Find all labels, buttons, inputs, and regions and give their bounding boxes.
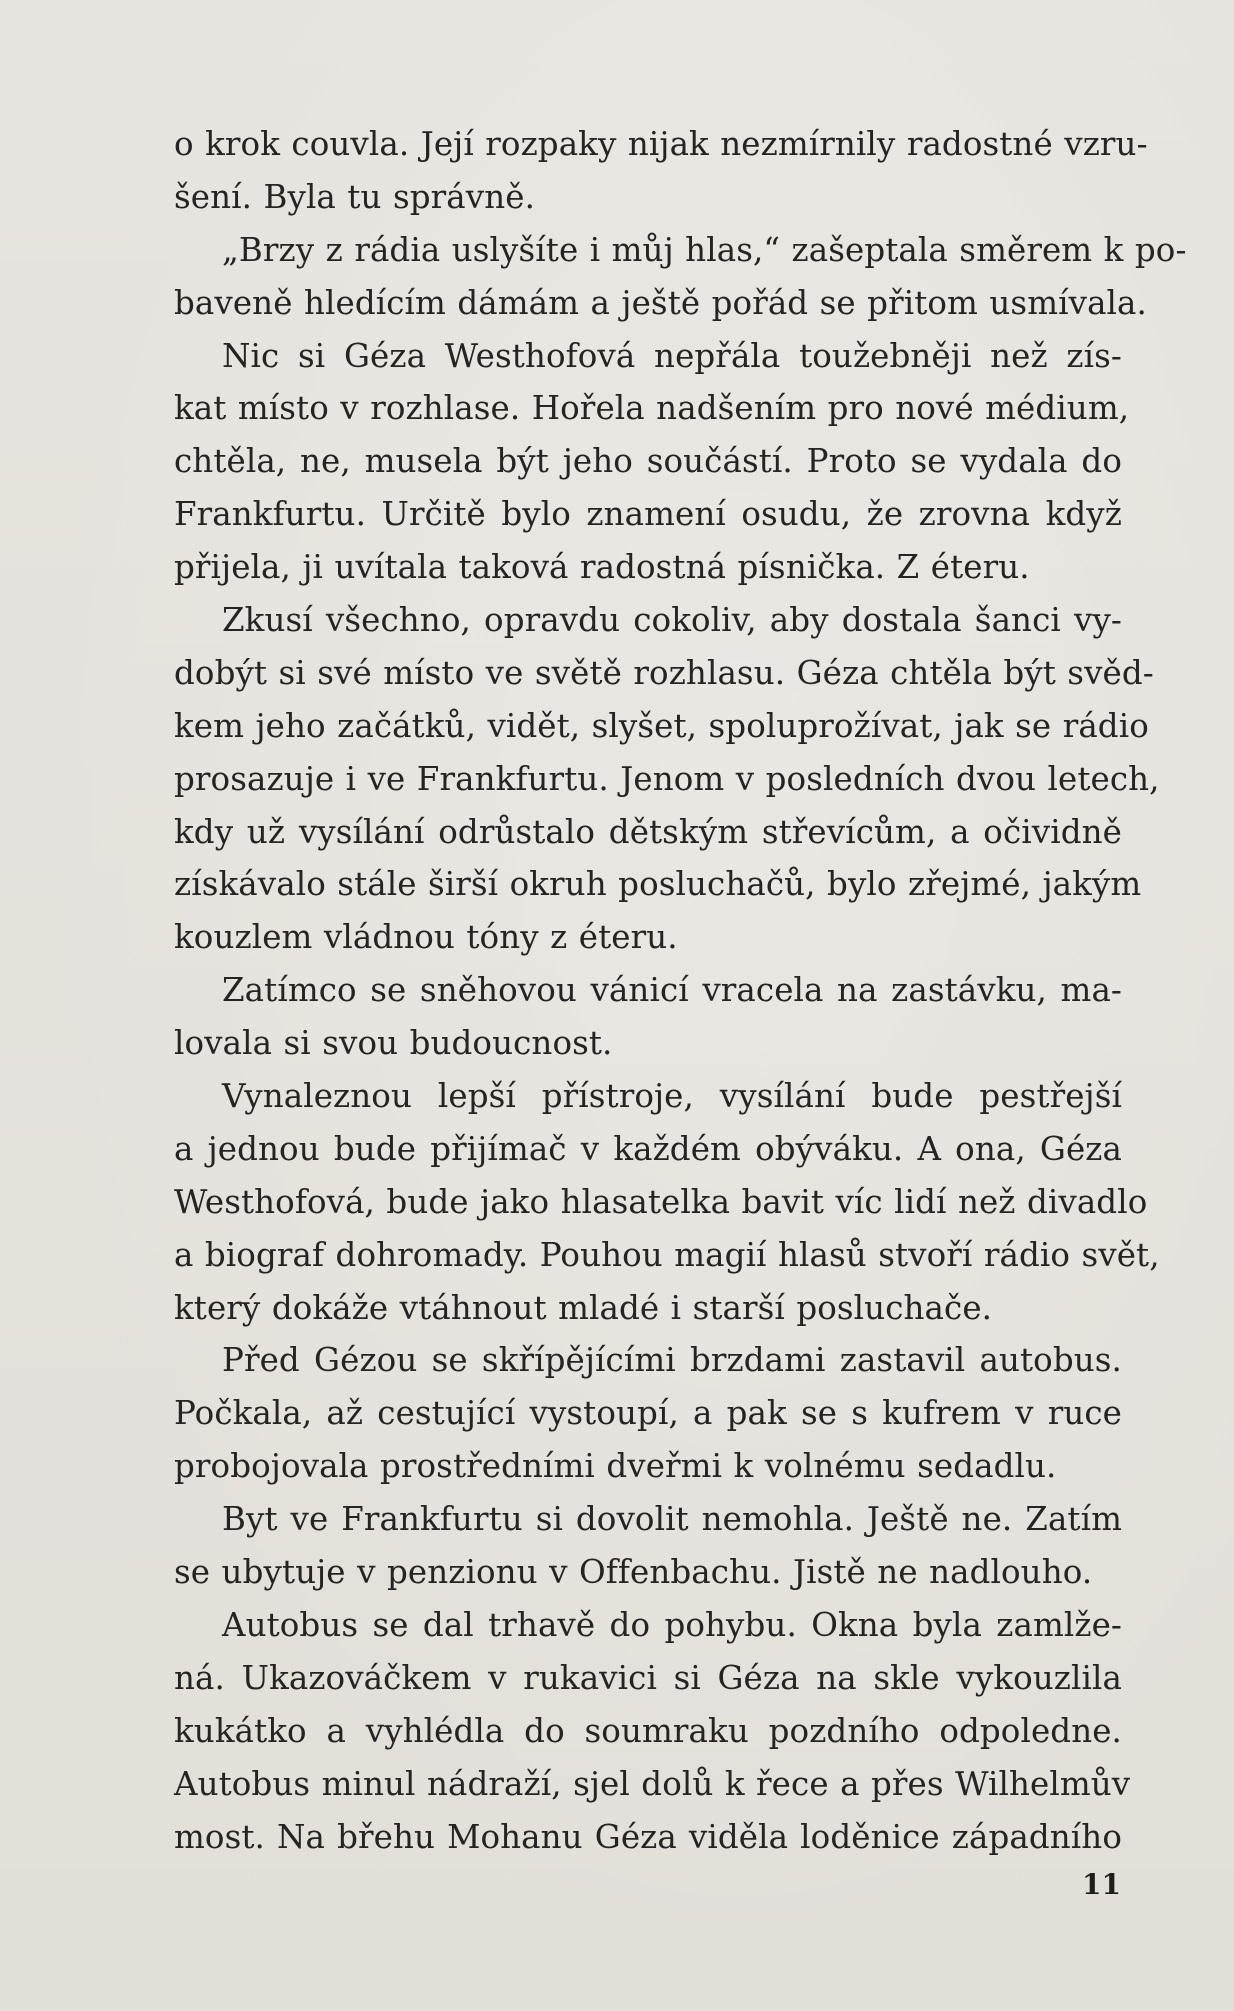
text-line: kouzlem vládnou tóny z éteru. bbox=[174, 918, 678, 957]
text-line: šení. Byla tu správně. bbox=[174, 177, 536, 216]
text-line: ná. Ukazováčkem v rukavici si Géza na skle vykouzlila bbox=[174, 1658, 1122, 1697]
text-line: most. Na břehu Mohanu Géza viděla loděnice západního bbox=[174, 1817, 1122, 1856]
text-line: Frankfurtu. Určitě bylo znamení osudu, že zrovna když bbox=[174, 495, 1122, 534]
text-line: prosazuje i ve Frankfurtu. Jenom v posledních dvou letech, bbox=[174, 759, 1160, 798]
text-line: Před Gézou se skřípějícími brzdami zastavil autobus. bbox=[222, 1341, 1122, 1380]
text-line: „Brzy z rádia uslyšíte i můj hlas,“ zašeptala směrem k po- bbox=[222, 230, 1187, 269]
text-line: Počkala, až cestující vystoupí, a pak se s kufrem v ruce bbox=[174, 1394, 1122, 1433]
text-line: kukátko a vyhlédla do soumraku pozdního odpoledne. bbox=[174, 1711, 1122, 1750]
text-line: o krok couvla. Její rozpaky nijak nezmírnily radostné vzru- bbox=[174, 125, 1148, 163]
text-line: Vynaleznou lepší přístroje, vysílání bude pestřejší bbox=[222, 1077, 1122, 1116]
text-line: dobýt si své místo ve světě rozhlasu. Géza chtěla být svěd- bbox=[174, 653, 1154, 692]
text-line: probojovala prostředními dveřmi k volnému sedadlu. bbox=[174, 1447, 1057, 1486]
text-line: který dokáže vtáhnout mladé i starší posluchače. bbox=[174, 1288, 993, 1327]
text-line: chtěla, ne, musela být jeho součástí. Proto se vydala do bbox=[174, 442, 1122, 481]
text-line: se ubytuje v penzionu v Offenbachu. Jistě ne nadlouho. bbox=[174, 1553, 1093, 1592]
text-line: kat místo v rozhlase. Hořela nadšením pro nové médium, bbox=[174, 389, 1130, 428]
text-line: a biograf dohromady. Pouhou magií hlasů stvoří rádio svět, bbox=[174, 1235, 1160, 1274]
text-line: Westhofová, bude jako hlasatelka bavit víc lidí než divadlo bbox=[174, 1182, 1148, 1221]
text-line: baveně hledícím dámám a ještě pořád se přitom usmívala. bbox=[174, 283, 1147, 322]
text-line: Autobus minul nádraží, sjel dolů k řece a přes Wilhelmův bbox=[174, 1764, 1131, 1803]
text-line: kdy už vysílání odrůstalo dětským střevícům, a očividně bbox=[174, 812, 1122, 851]
text-line: Zkusí všechno, opravdu cokoliv, aby dostala šanci vy- bbox=[222, 601, 1122, 640]
page-number: 11 bbox=[1082, 1868, 1121, 1901]
body-text bbox=[174, 118, 1187, 1863]
text-line: kem jeho začátků, vidět, slyšet, spoluprožívat, jak se rádio bbox=[174, 706, 1149, 745]
text-line: Autobus se dal trhavě do pohybu. Okna byla zamlže- bbox=[222, 1605, 1122, 1644]
text-line: a jednou bude přijímač v každém obýváku. A ona, Géza bbox=[174, 1129, 1122, 1168]
text-line: získávalo stále širší okruh posluchačů, bylo zřejmé, jakým bbox=[174, 865, 1142, 904]
text-line: Byt ve Frankfurtu si dovolit nemohla. Ještě ne. Zatím bbox=[222, 1500, 1122, 1539]
text-line: lovala si svou budoucnost. bbox=[174, 1024, 613, 1063]
text-line: Nic si Géza Westhofová nepřála toužebněji než zís- bbox=[222, 336, 1122, 375]
text-line: přijela, ji uvítala taková radostná písnička. Z éteru. bbox=[174, 548, 1030, 587]
text-line: Zatímco se sněhovou vánicí vracela na zastávku, ma- bbox=[222, 971, 1122, 1010]
